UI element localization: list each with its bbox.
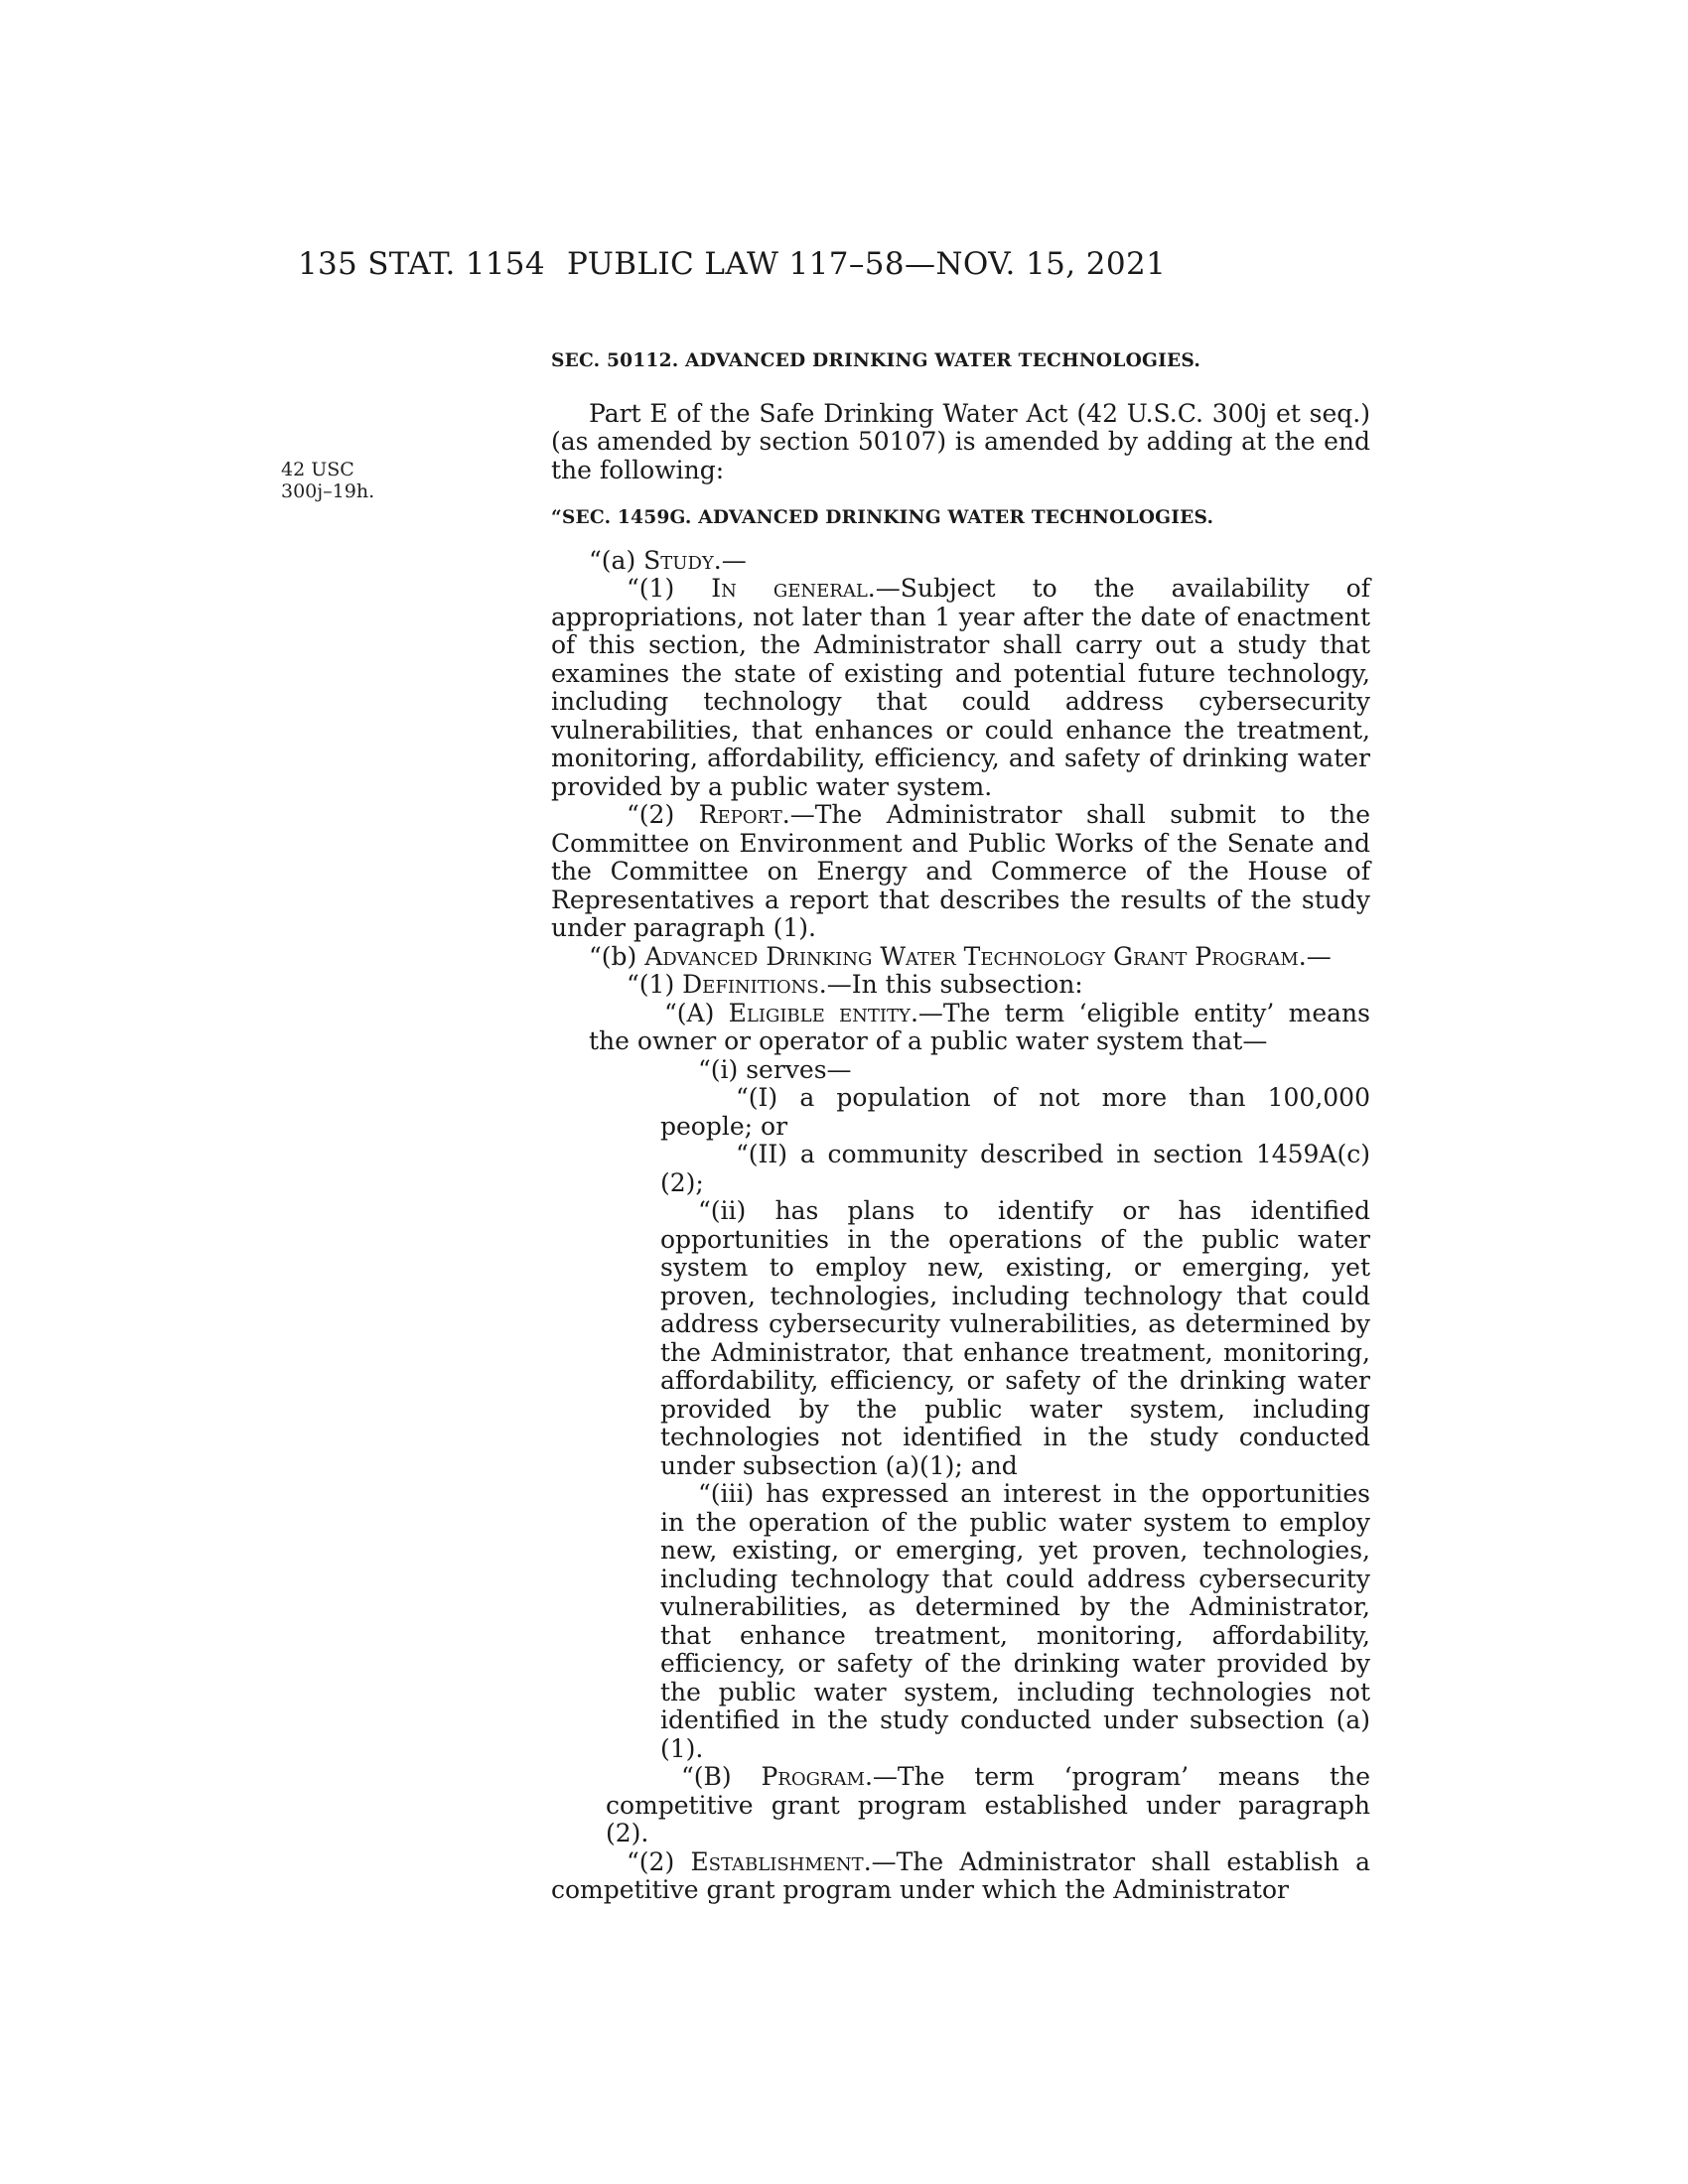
label: “(2) <box>627 800 699 829</box>
clause-iii: “(iii) has expressed an interest in the opportunities in the operation of the public water system to employ new, existing, or emerging, yet proven, technologies, including technology that could address cybersecurity vulnerabilities, as determined by the Administrator, that enhance treatment, monitoring, affordability, efficiency, or safety of the drinking water provided by the public water system, including technologies not identified in the study conducted under subsection (a)(1). <box>660 1479 1370 1763</box>
document-body <box>551 347 1370 1905</box>
paragraph-a1 <box>551 575 1370 801</box>
subsection-b <box>551 943 1370 972</box>
label: “(A) <box>664 998 729 1027</box>
public-law-title: PUBLIC LAW 117–58—NOV. 15, 2021 <box>567 246 1167 282</box>
subsection-title: Study <box>643 545 714 575</box>
label: “(1) <box>627 970 683 999</box>
subparagraph-title: Program <box>761 1762 865 1791</box>
paragraph-title: Establishment <box>690 1846 864 1876</box>
margin-note-line: 42 USC <box>281 459 354 480</box>
subparagraph-text: .—The term ‘program’ means the competitive grant program established under paragraph (2). <box>606 1762 1371 1847</box>
subclause-I: “(I) a population of not more than 100,000 people; or <box>660 1083 1370 1141</box>
paragraph-text: .—Subject to the availability of appropriations, not later than 1 year after the date of enactment of this section, the Administrator shall carry out a study that examines the state of existing and potential future technology, including technology that could address cybersecurity vulnerabilities, that enhances or could enhance the treatment, monitoring, affordability, efficiency, and safety of drinking water provided by a public water system. <box>551 574 1370 801</box>
page-header <box>0 246 1688 286</box>
paragraph-title: Definitions <box>682 970 819 999</box>
label: “(1) <box>627 574 712 603</box>
clause-ii: “(ii) has plans to identify or has identified opportunities in the operations of the public water system to employ new, existing, or emerging, yet proven, technologies, including technology that could address cybersecurity vulnerabilities, as determined by the Administrator, that enhance treatment, monitoring, affordability, efficiency, or safety of the drinking water provided by the public water system, including technologies not identified in the study conducted under subsection (a)(1); and <box>660 1196 1370 1480</box>
section-heading: SEC. 50112. ADVANCED DRINKING WATER TECHNOLOGIES. <box>551 350 1200 371</box>
subsection-a <box>551 547 1370 576</box>
label: “(B) <box>681 1762 762 1791</box>
paragraph-b2 <box>551 1848 1370 1905</box>
paragraph-a2 <box>551 801 1370 943</box>
paragraph-title: In general <box>711 574 868 603</box>
label: “(b) <box>589 941 645 971</box>
subclause-II: “(II) a community described in section 1459A(c)(2); <box>660 1140 1370 1197</box>
subparagraph-text: .—The term ‘eligible entity’ means the owner or operator of a public water system that— <box>589 998 1370 1055</box>
subparagraph-title: Eligible entity <box>728 998 911 1027</box>
section-intro: Part E of the Safe Drinking Water Act (42 U.S.C. 300j et seq.) (as amended by section 50107) is amended by adding at the end the following: <box>551 398 1370 484</box>
label: “(2) <box>627 1846 691 1876</box>
clause-i: “(i) serves— <box>698 1054 852 1084</box>
dash: .— <box>713 545 747 575</box>
paragraph-b1 <box>551 971 1370 1000</box>
label: “(a) <box>589 545 644 575</box>
paragraph-text: .—The Administrator shall establish a competitive grant program under which the Administrator <box>551 1846 1370 1904</box>
dash: .— <box>1298 941 1332 971</box>
subsection-title: Advanced Drinking Water Technology Grant Program <box>644 941 1299 971</box>
subparagraph-B <box>551 1763 1370 1848</box>
paragraph-text: .—In this subsection: <box>818 970 1083 999</box>
margin-note-line: 300j–19h. <box>281 480 375 502</box>
stat-page-number: 135 STAT. 1154 <box>298 246 545 282</box>
margin-note <box>281 459 374 502</box>
subparagraph-A <box>551 1000 1370 1056</box>
paragraph-text: .—The Administrator shall submit to the Committee on Environment and Public Works of the Senate and the Committee on Energy and Commerce of the House of Representatives a report that describes the results of the study under paragraph (1). <box>551 800 1371 942</box>
paragraph-title: Report <box>698 800 782 829</box>
new-section-heading: “SEC. 1459G. ADVANCED DRINKING WATER TECHNOLOGIES. <box>551 507 1214 528</box>
